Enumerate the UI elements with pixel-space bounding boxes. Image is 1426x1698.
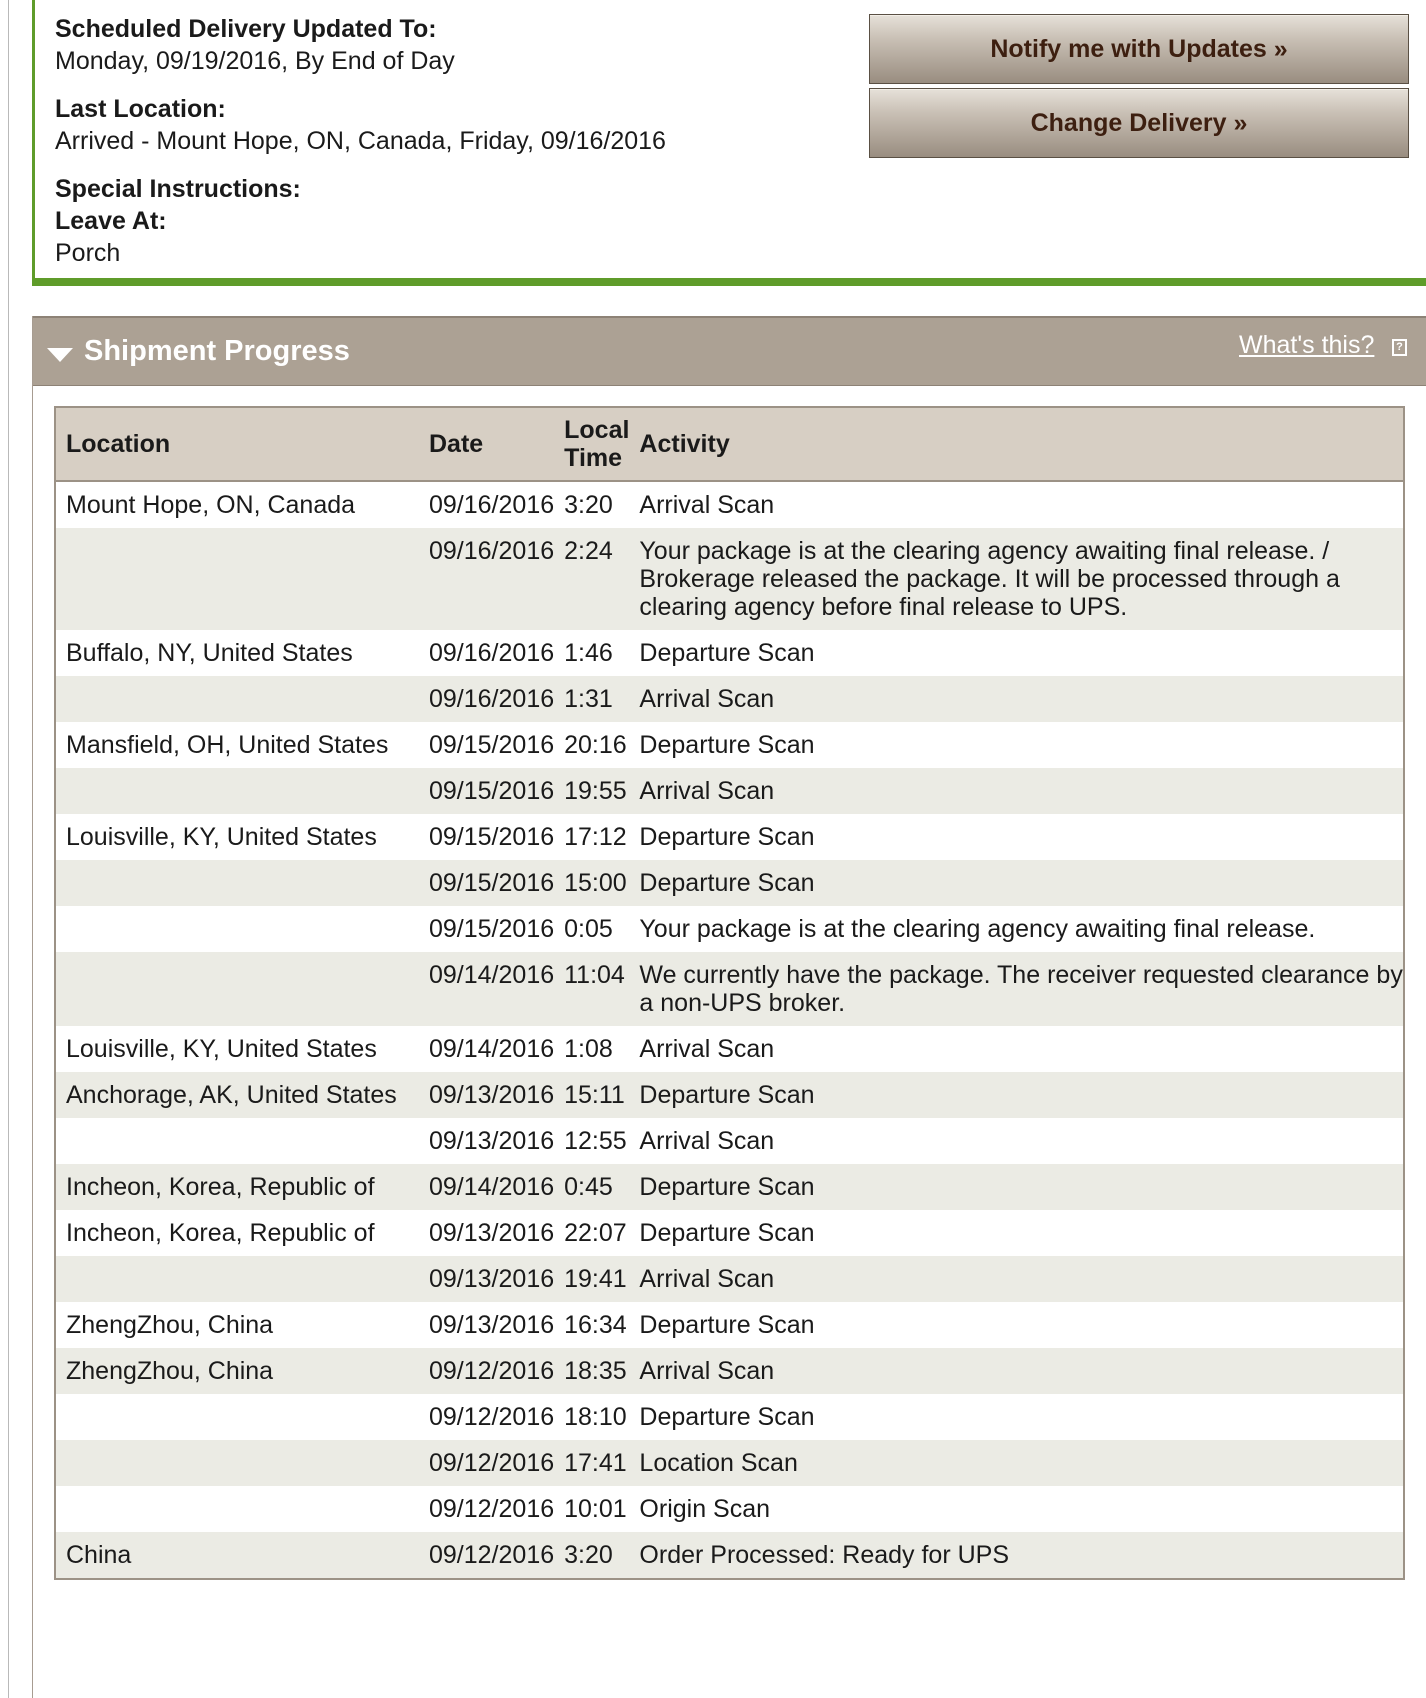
time-cell: 19:55 (554, 768, 629, 814)
activity-cell: Order Processed: Ready for UPS (629, 1532, 1403, 1578)
date-cell: 09/13/2016 (419, 1256, 554, 1302)
whats-this-link[interactable]: What's this? (1239, 331, 1375, 359)
local-time-header-line2: Time (564, 444, 623, 472)
time-cell: 10:01 (554, 1486, 629, 1532)
activity-cell: Arrival Scan (629, 1118, 1403, 1164)
location-cell (56, 1118, 419, 1164)
date-cell: 09/12/2016 (419, 1394, 554, 1440)
date-cell: 09/16/2016 (419, 481, 554, 528)
location-cell (56, 860, 419, 906)
table-row (56, 1026, 1403, 1072)
time-cell: 1:08 (554, 1026, 629, 1072)
location-cell (56, 1440, 419, 1486)
date-cell: 09/13/2016 (419, 1302, 554, 1348)
location-cell: Mount Hope, ON, Canada (56, 481, 419, 528)
table-row (56, 630, 1403, 676)
time-cell: 3:20 (554, 481, 629, 528)
activity-cell: Departure Scan (629, 1164, 1403, 1210)
date-cell: 09/13/2016 (419, 1118, 554, 1164)
location-cell: ZhengZhou, China (56, 1302, 419, 1348)
activity-cell: Departure Scan (629, 1072, 1403, 1118)
activity-cell: Departure Scan (629, 630, 1403, 676)
help-popup-icon[interactable]: ? (1392, 339, 1407, 356)
activity-cell: Departure Scan (629, 722, 1403, 768)
activity-cell: Arrival Scan (629, 481, 1403, 528)
date-cell: 09/12/2016 (419, 1348, 554, 1394)
activity-cell: Arrival Scan (629, 1026, 1403, 1072)
date-cell: 09/12/2016 (419, 1486, 554, 1532)
table-row (56, 1394, 1403, 1440)
table-row (56, 676, 1403, 722)
leave-at-label: Leave At: (55, 207, 167, 235)
table-row (56, 1210, 1403, 1256)
location-cell: Louisville, KY, United States (56, 1026, 419, 1072)
time-cell: 1:31 (554, 676, 629, 722)
location-cell: Incheon, Korea, Republic of (56, 1210, 419, 1256)
activity-cell: Departure Scan (629, 1394, 1403, 1440)
time-cell: 15:00 (554, 860, 629, 906)
activity-cell: Arrival Scan (629, 676, 1403, 722)
delivery-info (55, 13, 835, 269)
date-cell: 09/14/2016 (419, 1026, 554, 1072)
activity-cell: Your package is at the clearing agency awaiting final release. / Brokerage released the package. It will be processed through a clearing agency before final release to UPS. (629, 528, 1403, 630)
activity-cell: Arrival Scan (629, 768, 1403, 814)
table-row (56, 860, 1403, 906)
time-cell: 0:45 (554, 1164, 629, 1210)
last-location-value: Arrived - Mount Hope, ON, Canada, Friday, 09/16/2016 (55, 127, 666, 155)
table-row (56, 814, 1403, 860)
scheduled-delivery-value: Monday, 09/19/2016, By End of Day (55, 47, 455, 75)
time-cell: 19:41 (554, 1256, 629, 1302)
date-cell: 09/16/2016 (419, 528, 554, 630)
activity-cell: Departure Scan (629, 1302, 1403, 1348)
time-cell: 12:55 (554, 1118, 629, 1164)
table-row (56, 952, 1403, 1026)
date-cell: 09/12/2016 (419, 1440, 554, 1486)
location-cell: Anchorage, AK, United States (56, 1072, 419, 1118)
table-header-row (56, 408, 1403, 481)
time-cell: 16:34 (554, 1302, 629, 1348)
local-time-header-line1: Local (564, 416, 630, 444)
time-cell: 20:16 (554, 722, 629, 768)
shipment-progress-title: Shipment Progress (84, 335, 350, 367)
activity-column-header: Activity (629, 408, 1403, 481)
table-row (56, 722, 1403, 768)
shipment-progress-header[interactable] (33, 316, 1426, 386)
date-cell: 09/13/2016 (419, 1072, 554, 1118)
table-row (56, 1440, 1403, 1486)
date-cell: 09/15/2016 (419, 768, 554, 814)
time-cell: 0:05 (554, 906, 629, 952)
shipment-progress-table (54, 406, 1405, 1580)
location-cell (56, 1256, 419, 1302)
table-row (56, 1532, 1403, 1578)
date-cell: 09/14/2016 (419, 952, 554, 1026)
activity-cell: Origin Scan (629, 1486, 1403, 1532)
location-cell: China (56, 1532, 419, 1578)
date-cell: 09/12/2016 (419, 1532, 554, 1578)
date-cell: 09/14/2016 (419, 1164, 554, 1210)
location-cell (56, 528, 419, 630)
location-column-header: Location (56, 408, 419, 481)
location-cell: ZhengZhou, China (56, 1348, 419, 1394)
location-cell: Incheon, Korea, Republic of (56, 1164, 419, 1210)
page-left-border (8, 0, 9, 1698)
activity-cell: Arrival Scan (629, 1256, 1403, 1302)
activity-cell: Arrival Scan (629, 1348, 1403, 1394)
activity-cell: Departure Scan (629, 860, 1403, 906)
activity-cell: Departure Scan (629, 814, 1403, 860)
activity-cell: Location Scan (629, 1440, 1403, 1486)
leave-at-value: Porch (55, 239, 121, 267)
date-cell: 09/15/2016 (419, 814, 554, 860)
table-row (56, 768, 1403, 814)
table-row (56, 1164, 1403, 1210)
location-cell (56, 906, 419, 952)
time-cell: 2:24 (554, 528, 629, 630)
date-cell: 09/13/2016 (419, 1210, 554, 1256)
local-time-column-header (554, 408, 629, 481)
time-cell: 15:11 (554, 1072, 629, 1118)
delivery-summary-panel (32, 0, 1426, 286)
location-cell: Louisville, KY, United States (56, 814, 419, 860)
notify-updates-button[interactable]: Notify me with Updates » (869, 14, 1409, 84)
activity-cell: Your package is at the clearing agency awaiting final release. (629, 906, 1403, 952)
special-instructions-label: Special Instructions: (55, 175, 301, 203)
table-row (56, 1302, 1403, 1348)
shipment-progress-panel (32, 316, 1426, 1698)
table-row (56, 1486, 1403, 1532)
date-cell: 09/15/2016 (419, 722, 554, 768)
location-cell (56, 1394, 419, 1440)
activity-cell: Departure Scan (629, 1210, 1403, 1256)
date-cell: 09/16/2016 (419, 676, 554, 722)
location-cell: Buffalo, NY, United States (56, 630, 419, 676)
shipment-progress-rows (56, 481, 1403, 1578)
date-cell: 09/16/2016 (419, 630, 554, 676)
date-cell: 09/15/2016 (419, 906, 554, 952)
table-row (56, 906, 1403, 952)
scheduled-delivery-label: Scheduled Delivery Updated To: (55, 15, 437, 43)
location-cell (56, 1486, 419, 1532)
table-row (56, 1118, 1403, 1164)
table-row (56, 481, 1403, 528)
table-row (56, 528, 1403, 630)
table-row (56, 1348, 1403, 1394)
location-cell: Mansfield, OH, United States (56, 722, 419, 768)
time-cell: 17:12 (554, 814, 629, 860)
time-cell: 11:04 (554, 952, 629, 1026)
last-location-label: Last Location: (55, 95, 226, 123)
location-cell (56, 768, 419, 814)
date-cell: 09/15/2016 (419, 860, 554, 906)
collapse-triangle-icon[interactable] (47, 348, 73, 362)
time-cell: 1:46 (554, 630, 629, 676)
time-cell: 17:41 (554, 1440, 629, 1486)
activity-cell: We currently have the package. The receiver requested clearance by a non-UPS broker. (629, 952, 1403, 1026)
date-column-header: Date (419, 408, 554, 481)
change-delivery-button[interactable]: Change Delivery » (869, 88, 1409, 158)
time-cell: 22:07 (554, 1210, 629, 1256)
time-cell: 18:10 (554, 1394, 629, 1440)
location-cell (56, 676, 419, 722)
table-row (56, 1072, 1403, 1118)
time-cell: 18:35 (554, 1348, 629, 1394)
time-cell: 3:20 (554, 1532, 629, 1578)
location-cell (56, 952, 419, 1026)
table-row (56, 1256, 1403, 1302)
